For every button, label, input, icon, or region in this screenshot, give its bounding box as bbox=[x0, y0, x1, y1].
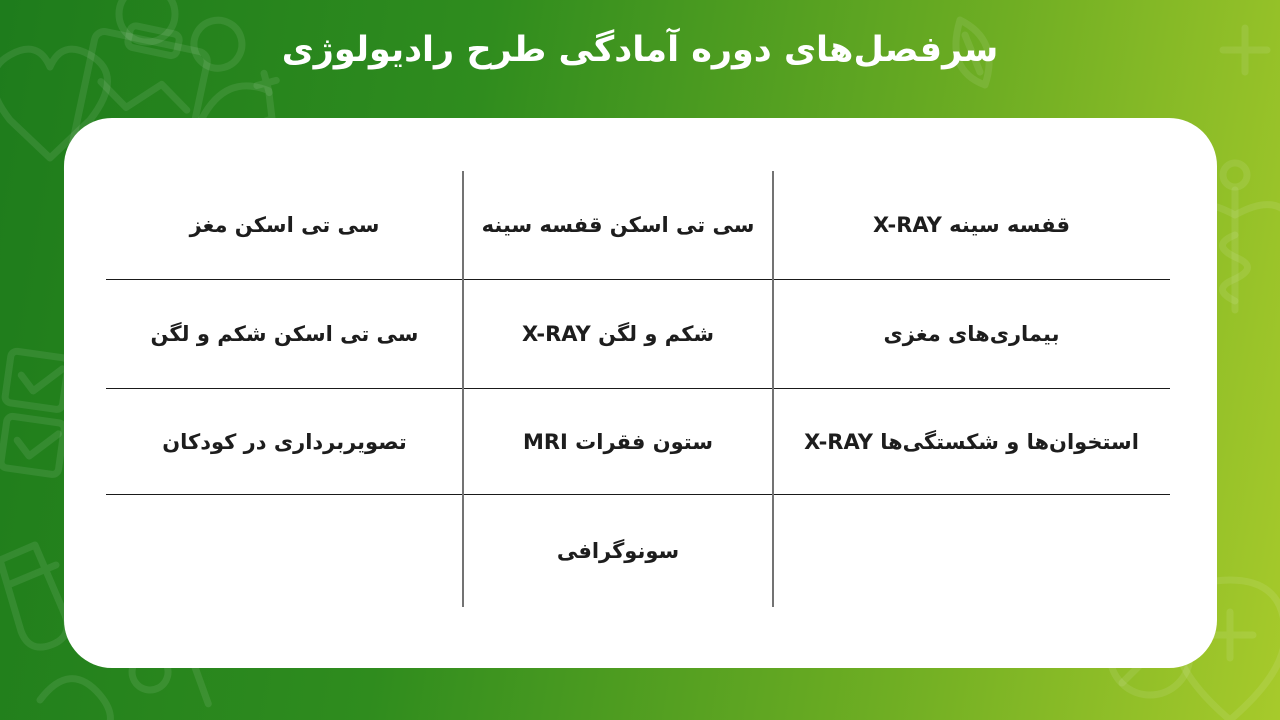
topics-table bbox=[106, 171, 1170, 607]
slide-title: سرفصل‌های دوره آمادگی طرح رادیولوژی bbox=[281, 30, 999, 70]
topic-cell-ct-abdomen-pelvis: سی تی اسکن شکم و لگن bbox=[150, 322, 419, 346]
topics-card bbox=[64, 118, 1217, 668]
column-divider-1 bbox=[772, 171, 774, 607]
topic-cell-brain-diseases: بیماری‌های مغزی bbox=[883, 322, 1060, 346]
topic-cell-ct-chest: سی تی اسکن قفسه سینه bbox=[481, 213, 755, 237]
table-row-2 bbox=[106, 280, 1170, 389]
topic-cell-xray-chest: X-RAY قفسه سینه bbox=[873, 213, 1070, 237]
topic-cell-empty-right bbox=[773, 495, 1170, 607]
topic-cell-ct-brain: سی تی اسکن مغز bbox=[189, 213, 380, 237]
checklist-icon bbox=[0, 351, 74, 476]
table-row-4 bbox=[106, 495, 1170, 607]
topic-cell-pediatric-imaging: تصویربرداری در کودکان bbox=[162, 429, 407, 454]
topic-cell-empty-left bbox=[106, 495, 463, 607]
topic-cell-sonography: سونوگرافی bbox=[556, 539, 680, 563]
flask-icon bbox=[0, 545, 67, 647]
column-divider-2 bbox=[462, 171, 464, 607]
topic-cell-xray-abdomen-pelvis: X-RAY شکم و لگن bbox=[521, 322, 715, 346]
topic-cell-mri-spine: MRI ستون فقرات bbox=[522, 429, 714, 454]
table-row-1 bbox=[106, 171, 1170, 280]
table-row-3 bbox=[106, 389, 1170, 495]
topic-cell-xray-bones-fractures: X-RAY استخوان‌ها و شکستگی‌ها bbox=[804, 429, 1139, 454]
